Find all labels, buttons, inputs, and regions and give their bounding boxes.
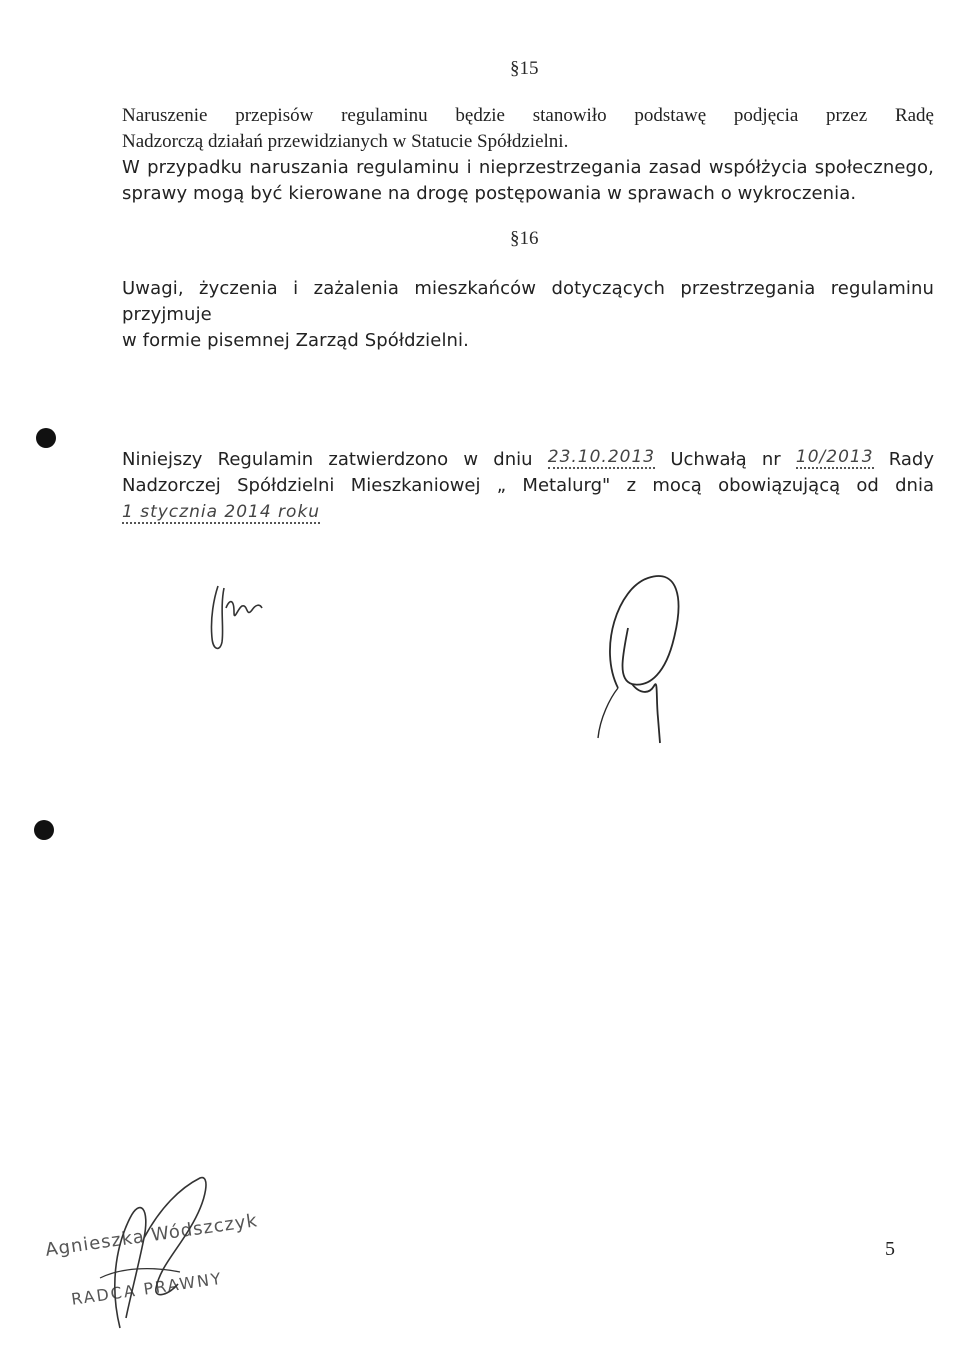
punch-hole [36,428,56,448]
paragraph-line: sprawy mogą być kierowane na drogę postępowania w sprawach o wykroczenia. [122,183,857,204]
handwritten-resolution-number: 10/2013 [795,447,874,467]
approval-text: Niniejszy Regulamin zatwierdzono w dniu [122,449,533,470]
paragraph-15b [122,155,934,207]
approval-line-2: Nadzorczej Spółdzielni Mieszkaniowej „ Metalurg" z mocą obowiązującą od dnia [122,475,934,496]
stamp-signature [60,1168,230,1338]
approval-text: Rady [888,449,934,470]
section-title-15: §15 [510,58,539,79]
approval-line-3 [122,499,934,528]
page-number: 5 [885,1238,895,1260]
handwritten-date: 23.10.2013 [547,447,656,467]
handwritten-effective-date: 1 stycznia 2014 roku [122,502,321,522]
paragraph-16 [122,276,934,354]
paragraph-line: Nadzorczą działań przewidzianych w Statucie Spółdzielni. [122,131,569,152]
paragraph-line: Uwagi, życzenia i zażalenia mieszkańców dotyczących przestrzegania regulaminu przyjmuje [122,278,934,325]
stamp-name: Agnieszka Wódszczyk [44,1210,260,1261]
paragraph-line: W przypadku naruszania regulaminu i nieprzestrzegania zasad współżycia społecznego, [122,157,934,178]
paragraph-line: Naruszenie przepisów regulaminu będzie stanowiło podstawę podjęcia przez Radę [122,105,934,126]
stamp-title: RADCA PRAWNY [70,1268,224,1309]
signature-right [588,568,698,748]
paragraph-15 [122,103,934,155]
signature-left [200,578,270,658]
approval-paragraph [122,444,934,528]
section-title-16: §16 [510,228,539,249]
paragraph-line: w formie pisemnej Zarząd Spółdzielni. [122,330,469,351]
punch-hole [34,820,54,840]
approval-text: Uchwałą nr [670,449,781,470]
approval-line-1 [122,444,934,473]
